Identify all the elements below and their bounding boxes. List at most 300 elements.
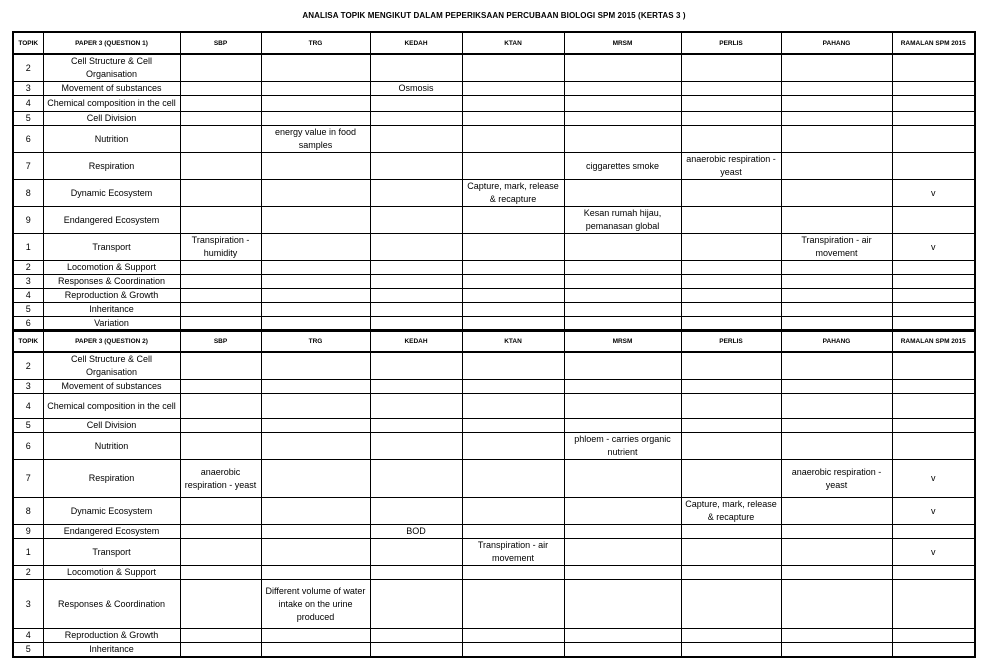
- table-row: [13, 303, 975, 317]
- table-cell: [564, 352, 681, 380]
- column-header: PERLIS: [681, 32, 781, 54]
- table-cell: [681, 303, 781, 317]
- table-row: [13, 126, 975, 153]
- table-cell: [781, 394, 892, 419]
- table-cell: [564, 303, 681, 317]
- table-cell: Capture, mark, release & recapture: [681, 498, 781, 525]
- table-row: [13, 629, 975, 643]
- table-cell: anaerobic respiration - yeast: [781, 460, 892, 498]
- topic-number-cell: 9: [13, 525, 43, 539]
- table-cell: [781, 96, 892, 112]
- table-cell: [781, 580, 892, 629]
- table-cell: [261, 433, 370, 460]
- table-cell: [370, 54, 462, 82]
- topic-name-cell: Responses & Coordination: [43, 275, 180, 289]
- table-cell: [892, 394, 975, 419]
- table-cell: [681, 96, 781, 112]
- table-cell: [370, 433, 462, 460]
- table-row: [13, 153, 975, 180]
- table-cell: [462, 643, 564, 658]
- table-cell: [462, 303, 564, 317]
- table-cell: [681, 380, 781, 394]
- column-header: RAMALAN SPM 2015: [892, 32, 975, 54]
- topic-name-cell: Chemical composition in the cell: [43, 96, 180, 112]
- topic-name-cell: Dynamic Ecosystem: [43, 180, 180, 207]
- table-cell: [261, 566, 370, 580]
- column-header: SBP: [180, 32, 261, 54]
- column-header: KEDAH: [370, 32, 462, 54]
- column-header: RAMALAN SPM 2015: [892, 330, 975, 352]
- topic-number-cell: 7: [13, 153, 43, 180]
- table-cell: [180, 112, 261, 126]
- column-header: KEDAH: [370, 330, 462, 352]
- table-cell: Transpiration - air movement: [781, 234, 892, 261]
- column-header: TOPIK: [13, 32, 43, 54]
- table-cell: [681, 82, 781, 96]
- table-cell: [892, 566, 975, 580]
- topic-number-cell: 2: [13, 352, 43, 380]
- table-cell: [370, 180, 462, 207]
- table-cell: [781, 629, 892, 643]
- table-cell: [370, 419, 462, 433]
- table-cell: [681, 433, 781, 460]
- table-cell: [180, 433, 261, 460]
- table-cell: [462, 153, 564, 180]
- table-row: [13, 643, 975, 658]
- table-cell: [180, 498, 261, 525]
- table-cell: [681, 580, 781, 629]
- table-cell: [261, 303, 370, 317]
- table-cell: [681, 126, 781, 153]
- table-cell: [892, 275, 975, 289]
- table-cell: [892, 126, 975, 153]
- topic-name-cell: Locomotion & Support: [43, 261, 180, 275]
- table-row: [13, 460, 975, 498]
- table-cell: [781, 180, 892, 207]
- table-cell: [681, 643, 781, 658]
- table-cell: [462, 419, 564, 433]
- table-cell: [261, 629, 370, 643]
- topic-name-cell: Inheritance: [43, 303, 180, 317]
- table-cell: [681, 180, 781, 207]
- table-row: [13, 539, 975, 566]
- topic-name-cell: Cell Division: [43, 419, 180, 433]
- table-cell: Osmosis: [370, 82, 462, 96]
- table-cell: [370, 126, 462, 153]
- table-cell: [370, 289, 462, 303]
- table-cell: [781, 82, 892, 96]
- table-cell: [681, 54, 781, 82]
- table-cell: [462, 261, 564, 275]
- topic-number-cell: 3: [13, 380, 43, 394]
- table-cell: [892, 303, 975, 317]
- table-cell: [681, 460, 781, 498]
- topic-number-cell: 5: [13, 643, 43, 658]
- topic-number-cell: 4: [13, 394, 43, 419]
- table-cell: [564, 234, 681, 261]
- column-header: TRG: [261, 330, 370, 352]
- table-cell: [781, 433, 892, 460]
- topic-name-cell: Endangered Ecosystem: [43, 207, 180, 234]
- table-cell: [462, 207, 564, 234]
- table-cell: [370, 303, 462, 317]
- table-cell: [781, 539, 892, 566]
- topic-number-cell: 9: [13, 207, 43, 234]
- table-cell: [462, 234, 564, 261]
- table-cell: [564, 275, 681, 289]
- topic-name-cell: Inheritance: [43, 643, 180, 658]
- table-cell: [681, 289, 781, 303]
- topic-number-cell: 5: [13, 112, 43, 126]
- table-cell: [180, 419, 261, 433]
- paper3-question1-table: [12, 31, 976, 332]
- table-cell: [892, 54, 975, 82]
- table-cell: [781, 643, 892, 658]
- table-cell: [462, 96, 564, 112]
- topic-number-cell: 4: [13, 289, 43, 303]
- table-cell: [261, 525, 370, 539]
- table-cell: [261, 234, 370, 261]
- topic-number-cell: 8: [13, 498, 43, 525]
- table-cell: [180, 394, 261, 419]
- topic-number-cell: 4: [13, 96, 43, 112]
- table-cell: [564, 180, 681, 207]
- table-cell: [681, 112, 781, 126]
- table-cell: [180, 580, 261, 629]
- table-cell: [261, 643, 370, 658]
- table-row: [13, 180, 975, 207]
- table-cell: [370, 275, 462, 289]
- table-cell: [370, 112, 462, 126]
- table-cell: [892, 261, 975, 275]
- topic-number-cell: 3: [13, 275, 43, 289]
- table-cell: [781, 352, 892, 380]
- table-cell: [180, 352, 261, 380]
- table-cell: [681, 352, 781, 380]
- table-cell: [180, 566, 261, 580]
- table-cell: [261, 275, 370, 289]
- topic-name-cell: Respiration: [43, 153, 180, 180]
- topic-number-cell: 2: [13, 54, 43, 82]
- paper3-question2-table: [12, 329, 976, 658]
- table-cell: [370, 539, 462, 566]
- table-cell: [892, 525, 975, 539]
- table-cell: [180, 380, 261, 394]
- topic-name-cell: Cell Structure & Cell Organisation: [43, 54, 180, 82]
- column-header: KTAN: [462, 330, 564, 352]
- table-cell: [370, 394, 462, 419]
- table-cell: Transpiration - air movement: [462, 539, 564, 566]
- table-cell: [564, 96, 681, 112]
- table-cell: [370, 261, 462, 275]
- table-cell: [781, 289, 892, 303]
- table-row: [13, 54, 975, 82]
- table-cell: ciggarettes smoke: [564, 153, 681, 180]
- table-cell: [261, 289, 370, 303]
- table-cell: [564, 394, 681, 419]
- table-cell: [462, 289, 564, 303]
- table-cell: [180, 180, 261, 207]
- table-cell: anaerobic respiration - yeast: [681, 153, 781, 180]
- table-row: [13, 112, 975, 126]
- table-cell: [462, 460, 564, 498]
- table-row: [13, 352, 975, 380]
- table-cell: [564, 126, 681, 153]
- table-cell: [180, 525, 261, 539]
- table-cell: [462, 525, 564, 539]
- topic-name-cell: Nutrition: [43, 126, 180, 153]
- table-cell: [892, 380, 975, 394]
- table-cell: [781, 54, 892, 82]
- table-cell: [781, 498, 892, 525]
- table-cell: BOD: [370, 525, 462, 539]
- table-cell: [261, 82, 370, 96]
- table-cell: [564, 566, 681, 580]
- table-cell: [180, 153, 261, 180]
- table-cell: phloem - carries organic nutrient: [564, 433, 681, 460]
- table-cell: [180, 303, 261, 317]
- table-cell: [180, 82, 261, 96]
- topic-number-cell: 1: [13, 234, 43, 261]
- table-cell: [781, 207, 892, 234]
- table-cell: [564, 112, 681, 126]
- topic-name-cell: Respiration: [43, 460, 180, 498]
- table-cell: [781, 525, 892, 539]
- table-cell: v: [892, 498, 975, 525]
- column-header: PAPER 3 (QUESTION 2): [43, 330, 180, 352]
- table-cell: [261, 180, 370, 207]
- table-cell: [781, 126, 892, 153]
- topic-name-cell: Reproduction & Growth: [43, 629, 180, 643]
- table-row: [13, 275, 975, 289]
- table-cell: [462, 54, 564, 82]
- table-cell: [892, 643, 975, 658]
- table-cell: [261, 380, 370, 394]
- table-cell: [261, 394, 370, 419]
- table-cell: [180, 289, 261, 303]
- table-cell: [892, 433, 975, 460]
- table-cell: [681, 539, 781, 566]
- topic-number-cell: 5: [13, 419, 43, 433]
- table-cell: [462, 126, 564, 153]
- table-row: [13, 498, 975, 525]
- topic-name-cell: Cell Division: [43, 112, 180, 126]
- table-cell: [180, 126, 261, 153]
- table-row: [13, 433, 975, 460]
- table-cell: Capture, mark, release & recapture: [462, 180, 564, 207]
- table-row: [13, 566, 975, 580]
- topic-name-cell: Variation: [43, 317, 180, 332]
- table-cell: [462, 352, 564, 380]
- table-cell: [564, 82, 681, 96]
- table-cell: [462, 275, 564, 289]
- table-cell: [564, 498, 681, 525]
- table-cell: [261, 419, 370, 433]
- table-row: [13, 580, 975, 629]
- topic-name-cell: Dynamic Ecosystem: [43, 498, 180, 525]
- topic-number-cell: 6: [13, 317, 43, 332]
- document-title: ANALISA TOPIK MENGIKUT DALAM PEPERIKSAAN PERCUBAAN BIOLOGI SPM 2015 (KERTAS 3 ): [302, 11, 686, 20]
- table-row: [13, 419, 975, 433]
- table-cell: [261, 498, 370, 525]
- table-cell: [462, 566, 564, 580]
- table-cell: [462, 380, 564, 394]
- topic-number-cell: 2: [13, 261, 43, 275]
- table-cell: [180, 275, 261, 289]
- table-cell: [892, 82, 975, 96]
- topic-name-cell: Movement of substances: [43, 82, 180, 96]
- table-cell: [462, 112, 564, 126]
- table-row: [13, 525, 975, 539]
- table-cell: Kesan rumah hijau, pemanasan global: [564, 207, 681, 234]
- table-row: [13, 394, 975, 419]
- table-cell: [462, 498, 564, 525]
- table-cell: [261, 112, 370, 126]
- table-cell: [892, 352, 975, 380]
- topic-number-cell: 4: [13, 629, 43, 643]
- table-cell: [892, 96, 975, 112]
- table-cell: [781, 261, 892, 275]
- topic-name-cell: Movement of substances: [43, 380, 180, 394]
- table-cell: [781, 275, 892, 289]
- table-cell: [180, 261, 261, 275]
- table-cell: [564, 643, 681, 658]
- table-cell: [180, 629, 261, 643]
- table-cell: [462, 433, 564, 460]
- table-cell: [370, 460, 462, 498]
- table-cell: [781, 380, 892, 394]
- table-cell: [370, 352, 462, 380]
- topic-number-cell: 6: [13, 126, 43, 153]
- topic-number-cell: 8: [13, 180, 43, 207]
- column-header: KTAN: [462, 32, 564, 54]
- table-cell: [261, 460, 370, 498]
- table-cell: [564, 261, 681, 275]
- topic-name-cell: Transport: [43, 234, 180, 261]
- table-cell: [261, 539, 370, 566]
- table-cell: [180, 207, 261, 234]
- table-cell: [370, 234, 462, 261]
- table-cell: [681, 275, 781, 289]
- table-cell: [564, 580, 681, 629]
- table-cell: Transpiration - humidity: [180, 234, 261, 261]
- topic-name-cell: Cell Structure & Cell Organisation: [43, 352, 180, 380]
- table-cell: energy value in food samples: [261, 126, 370, 153]
- table-cell: [370, 580, 462, 629]
- table-cell: [564, 629, 681, 643]
- table-cell: [564, 419, 681, 433]
- table-cell: anaerobic respiration - yeast: [180, 460, 261, 498]
- column-header: SBP: [180, 330, 261, 352]
- table-cell: v: [892, 234, 975, 261]
- topic-number-cell: 5: [13, 303, 43, 317]
- table-cell: [564, 539, 681, 566]
- topic-name-cell: Locomotion & Support: [43, 566, 180, 580]
- table-cell: [180, 54, 261, 82]
- topic-name-cell: Nutrition: [43, 433, 180, 460]
- table-cell: [564, 54, 681, 82]
- table-cell: [462, 394, 564, 419]
- column-header: MRSM: [564, 32, 681, 54]
- table-cell: v: [892, 180, 975, 207]
- table-cell: [681, 525, 781, 539]
- table-cell: [681, 261, 781, 275]
- table-cell: [892, 207, 975, 234]
- column-header: TRG: [261, 32, 370, 54]
- table-cell: Different volume of water intake on the urine produced: [261, 580, 370, 629]
- table-cell: [564, 289, 681, 303]
- topic-name-cell: Transport: [43, 539, 180, 566]
- table-cell: [261, 153, 370, 180]
- table-cell: [681, 207, 781, 234]
- column-header: PAHANG: [781, 32, 892, 54]
- column-header: MRSM: [564, 330, 681, 352]
- table-cell: [180, 96, 261, 112]
- table-cell: [180, 643, 261, 658]
- table-cell: [681, 566, 781, 580]
- table-cell: [781, 566, 892, 580]
- table-cell: [892, 629, 975, 643]
- table-cell: [370, 498, 462, 525]
- table-row: [13, 96, 975, 112]
- table-cell: [564, 525, 681, 539]
- column-header: PERLIS: [681, 330, 781, 352]
- table-cell: [370, 629, 462, 643]
- topic-number-cell: 3: [13, 580, 43, 629]
- table-cell: [261, 207, 370, 234]
- table-cell: [370, 380, 462, 394]
- table-cell: [370, 566, 462, 580]
- table-cell: [681, 629, 781, 643]
- table-cell: [681, 234, 781, 261]
- table-cell: [564, 460, 681, 498]
- topic-number-cell: 3: [13, 82, 43, 96]
- topic-name-cell: Chemical composition in the cell: [43, 394, 180, 419]
- table-header-row: [13, 32, 975, 54]
- table-cell: [681, 394, 781, 419]
- table-row: [13, 82, 975, 96]
- topic-number-cell: 2: [13, 566, 43, 580]
- table-cell: [462, 629, 564, 643]
- topic-name-cell: Reproduction & Growth: [43, 289, 180, 303]
- table-cell: [261, 261, 370, 275]
- table-cell: [261, 352, 370, 380]
- table-cell: [781, 419, 892, 433]
- table-cell: [370, 96, 462, 112]
- table-cell: [370, 153, 462, 180]
- table-cell: [681, 419, 781, 433]
- table-cell: [370, 207, 462, 234]
- table-row: [13, 380, 975, 394]
- table-cell: [892, 580, 975, 629]
- table-cell: [180, 539, 261, 566]
- table-row: [13, 207, 975, 234]
- column-header: PAPER 3 (QUESTION 1): [43, 32, 180, 54]
- table-cell: [781, 112, 892, 126]
- topic-number-cell: 1: [13, 539, 43, 566]
- table-cell: [892, 153, 975, 180]
- table-cell: [892, 112, 975, 126]
- table-cell: [462, 580, 564, 629]
- table-cell: v: [892, 460, 975, 498]
- table-cell: [370, 643, 462, 658]
- topic-number-cell: 6: [13, 433, 43, 460]
- table-cell: [781, 153, 892, 180]
- table-header-row: [13, 330, 975, 352]
- topic-name-cell: Endangered Ecosystem: [43, 525, 180, 539]
- column-header: PAHANG: [781, 330, 892, 352]
- table-cell: [261, 96, 370, 112]
